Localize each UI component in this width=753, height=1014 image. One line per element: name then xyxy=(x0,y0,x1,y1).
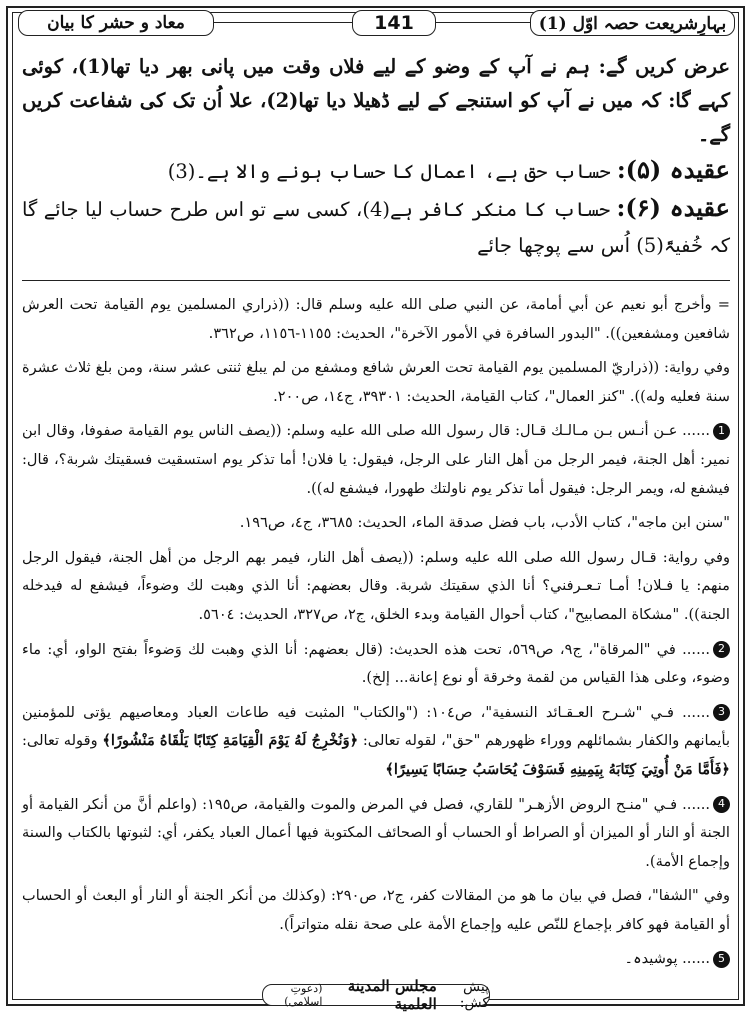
quran-quote-1: ﴿وَنُخْرِجُ لَهُ يَوْمَ الْقِيَامَةِ كِتَابًا يَلْقَاهُ مَنْشُورًا﴾ xyxy=(102,732,359,750)
publisher-sub: (دعوتِ اسلامی) xyxy=(284,982,323,1008)
footnote-1 xyxy=(22,417,730,503)
footnote-3-text: ...... فـي "شـرح العـقـائد النسفية"، ص١٠٤: ("والكتاب" المثبت فيه طاعات العباد ومعاصيهم يؤتى للمؤمنين بأيمانهم والكفار بشمائلهم ووراء ظهورهم "حق"، لقوله تعالى: xyxy=(22,703,731,750)
page-number: 141 xyxy=(352,10,436,36)
footnote-3 xyxy=(22,699,730,785)
publisher-label: پیش کش: xyxy=(459,979,489,1011)
footnote-continued-2: وفي رواية: ((ذراريّ المسلمين يوم القيامة تحت العرش شافع ومشفع من لم يبلغ ثنتى عشر سنة، ومن بلغ ثلاث عشرة سنة فعليه وله)). "كنز العمال"، كتاب القيامة، الحديث: ٣٩٣٠١، ج١٤، ص٢٠٠. xyxy=(22,359,730,405)
aqida-5-text: حساب حق ہے، اعمال کا حساب ہونے والا ہے۔(3) xyxy=(167,160,611,183)
footnote-1-source: "سنن ابن ماجه"، كتاب الأدب، باب فضل صدقة الماء، الحديث: ٣٦٨٥، ج٤، ص١٩٦. xyxy=(239,514,730,532)
quran-quote-2: ﴿فَأَمَّا مَنْ أُوتِيَ كِتَابَهُ بِيَمِينِهِ فَسَوْفَ يُحَاسَبُ حِسَابًا يَسِيرًا﴾ xyxy=(385,760,730,778)
intro-paragraph: عرض کریں گے: ہم نے آپ کے وضو کے لیے فلاں وقت میں پانی بھر دیا تھا(1)، کوئی کہے گا: کہ میں نے آپ کو استنجے کے لیے ڈھیلا دیا تھا(2)، علا اُن تک کی شفاعت کریں گے۔ xyxy=(22,55,731,146)
chapter-title: معاد و حشر کا بیان xyxy=(18,10,214,36)
footnote-4-b: وفي "الشفا"، فصل في بيان ما هو من المقالات كفر، ج٢، ص٢٩٠: (وكذلك من أنكر الجنة أو النار أو البعث أو الحساب أو القيامة فهو كافر بإجماع للنّص عليه وإجماع الأمة على صحة نقله متواتراً). xyxy=(22,887,731,933)
footnote-1-text: ...... عـن أنـس بـن مـالـك قـال: قال رسول الله صلى الله عليه وسلم: ((يصف الناس يوم القيامة صفوفا، وقال ابن نمير: أهل الجنة، فيمر الرجل من أهل النار على الرجل، فيقول: يا فلان! أما تذكر يوم استسقيت فسقيتك شربة؟، قال: فيشفع له، ويمر الرجل: فيقول أما تذكر يوم ناولتك طهورا، فيشفع له)). xyxy=(22,422,730,497)
footnote-marker-5: 5 xyxy=(713,951,730,968)
page-header xyxy=(18,10,735,38)
header-rule-right xyxy=(436,22,530,23)
footnote-2-text: ...... في "المرقاة"، ج٩، ص٥٦٩، تحت هذه الحديث: (قال بعضهم: أنا الذي وهبت لك وَضوءاً بفتح الواو، أي: ماء وضوء، وعلى هذا القياس من لقمة وخرقة أو نوع إعانة... إلخ). xyxy=(22,640,730,687)
footnote-1-variant: وفي رواية: قـال رسول الله صلى الله عليه وسلم: ((يصف أهل النار، فيمر بهم الرجل من أهل الجنة، فيقول الرجل منهم: يا فـلان! أمـا تـعـرفني؟ أنا الذي سقيتك شربة. وقال بعضهم: أنا الذي وهبت لك وضوءاً، فيشفع له فيدخله الجنة)). "مشكاة المصابيح"، كتاب أحوال القيامة وبدء الخلق، ج٢، ص٣٢٧، الحديث: ٥٦٠٤. xyxy=(22,548,730,623)
footnote-marker-4: 4 xyxy=(713,796,730,813)
footnote-3-text-b: وقوله تعالى: xyxy=(22,732,98,750)
footnote-marker-3: 3 xyxy=(713,704,730,721)
aqida-6-label: عقیدہ (۶): xyxy=(616,193,730,222)
aqida-5 xyxy=(22,152,730,190)
footnote-separator xyxy=(22,280,730,281)
footnote-marker-1: 1 xyxy=(713,423,730,440)
page-body xyxy=(22,50,730,980)
publisher-box xyxy=(262,977,490,1013)
aqida-6-text: حساب کا منکر کافر ہے(4)، کسی سے تو اس طرح حساب لیا جائے گا کہ خُفیۃً(5) اُس سے پوچھا جائے xyxy=(22,198,730,257)
footnote-2 xyxy=(22,636,730,693)
book-title: بہارِشریعت حصہ اوّل (1) xyxy=(530,10,735,36)
footnote-continued: = وأخرج أبو نعيم عن أبي أمامة، عن النبي صلى الله عليه وسلم قال: ((ذراري المسلمين يوم القيامة تحت العرش شافعين ومشفعين)). "البدور السافرة في الأمور الآخرة"، الحديث: ١١٥٥-١١٥٦، ص٣٦٢. xyxy=(22,296,730,342)
footnote-5 xyxy=(22,945,730,974)
header-rule-left xyxy=(214,22,352,23)
footnote-4 xyxy=(22,791,730,877)
footnote-4-text: ...... فـي "منـح الروض الأزهـر" للقاري، فصل في المرض والموت والقيامة، ص١٩٥: (واعلم أنَّ من أنكر القيامة أو الجنة أو النار أو الميزان أو الصراط أو الحساب أو الصحائف المكتوبة فيها أعمال العباد يكفر، أي: لثبوتها بالكتاب والسنة وإجماع الأمة). xyxy=(22,795,730,870)
footnote-marker-2: 2 xyxy=(713,641,730,658)
aqida-6 xyxy=(22,190,730,264)
aqida-5-label: عقیدہ (۵): xyxy=(616,155,730,184)
publisher-name: مجلس المدينة العلمية xyxy=(347,977,437,1013)
footnote-5-text: ...... پوشیدہ۔ xyxy=(624,950,710,968)
page-footer xyxy=(0,977,753,1013)
